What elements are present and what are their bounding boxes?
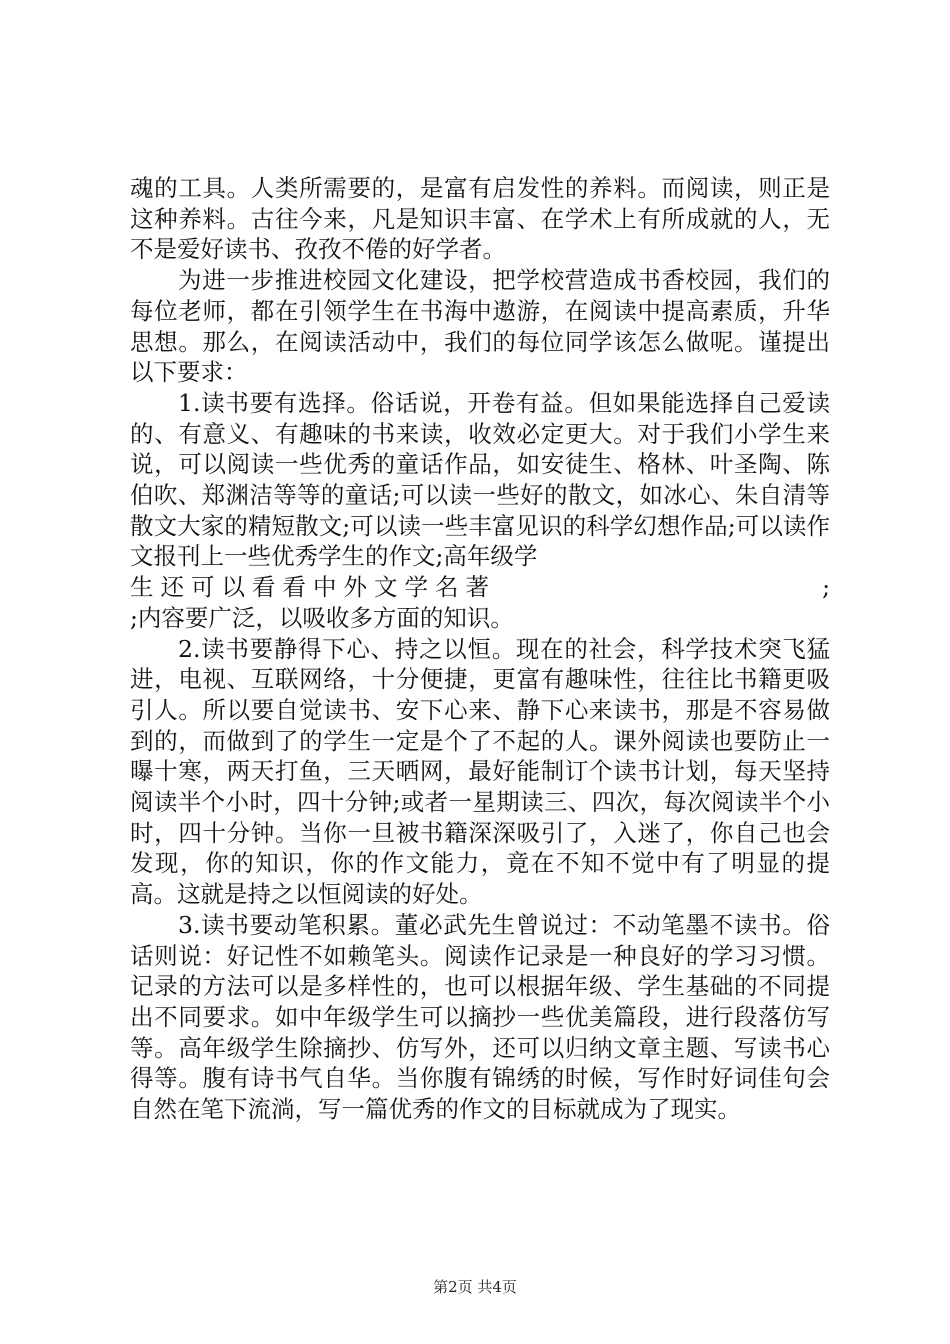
justified-line-text: 生还可以看看中外文学名著 xyxy=(130,573,496,602)
page-indicator: 第2页 共4页 xyxy=(433,1278,517,1296)
paragraph-requirement-2: 2.读书要静得下心、持之以恒。现在的社会，科学技术突飞猛进，电视、互联网络，十分便捷，更富有趣味性，往往比书籍更吸引人。所以要自觉读书、安下心来、静下心来读书，那是不容易做到的，而做到了的学生一定是个了不起的人。课外阅读也要防止一曝十寒，两天打鱼，三天晒网，最好能制订个读书计划，每天坚持阅读半个小时，四十分钟;或者一星期读三、四次，每次阅读半个小时，四十分钟。当你一旦被书籍深深吸引了，入迷了，你自己也会发现，你的知识，你的作文能力，竟在不知不觉中有了明显的提高。这就是持之以恒阅读的好处。 xyxy=(130,634,830,909)
justified-line-end: ; xyxy=(822,573,830,602)
paragraph-intro: 魂的工具。人类所需要的，是富有启发性的养料。而阅读，则正是这种养料。古往今来，凡是知识丰富、在学术上有所成就的人，无不是爱好读书、孜孜不倦的好学者。 xyxy=(130,174,830,264)
paragraph-requirement-1-end: ;内容要广泛，以吸收多方面的知识。 xyxy=(130,603,514,632)
paragraph-requirement-1: 1.读书要有选择。俗话说，开卷有益。但如果能选择自己爱读的、有意义、有趣味的书来读，收效必定更大。对于我们小学生来说，可以阅读一些优秀的童话作品，如安徒生、格林、叶圣陶、陈伯吹、郑渊洁等等的童话;可以读一些好的散文，如冰心、朱自清等散文大家的精短散文;可以读一些丰富见识的科学幻想作品;可以读作文报刊上一些优秀学生的作文;高年级学 xyxy=(130,388,830,571)
justified-line xyxy=(130,572,830,603)
paragraph-purpose: 为进一步推进校园文化建设，把学校营造成书香校园，我们的每位老师，都在引领学生在书海中遨游，在阅读中提高素质，升华思想。那么，在阅读活动中，我们的每位同学该怎么做呢。谨提出以下要求： xyxy=(130,266,830,387)
page-footer xyxy=(0,1276,950,1297)
paragraph-requirement-3: 3.读书要动笔积累。董必武先生曾说过：不动笔墨不读书。俗话则说：好记性不如赖笔头。阅读作记录是一种良好的学习习惯。记录的方法可以是多样性的，也可以根据年级、学生基础的不同提出不同要求。如中年级学生可以摘抄一些优美篇段，进行段落仿写等。高年级学生除摘抄、仿写外，还可以归纳文章主题、写读书心得等。腹有诗书气自华。当你腹有锦绣的时候，写作时好词佳句会自然在笔下流淌，写一篇优秀的作文的目标就成为了现实。 xyxy=(130,910,830,1124)
document-body xyxy=(130,173,830,1125)
